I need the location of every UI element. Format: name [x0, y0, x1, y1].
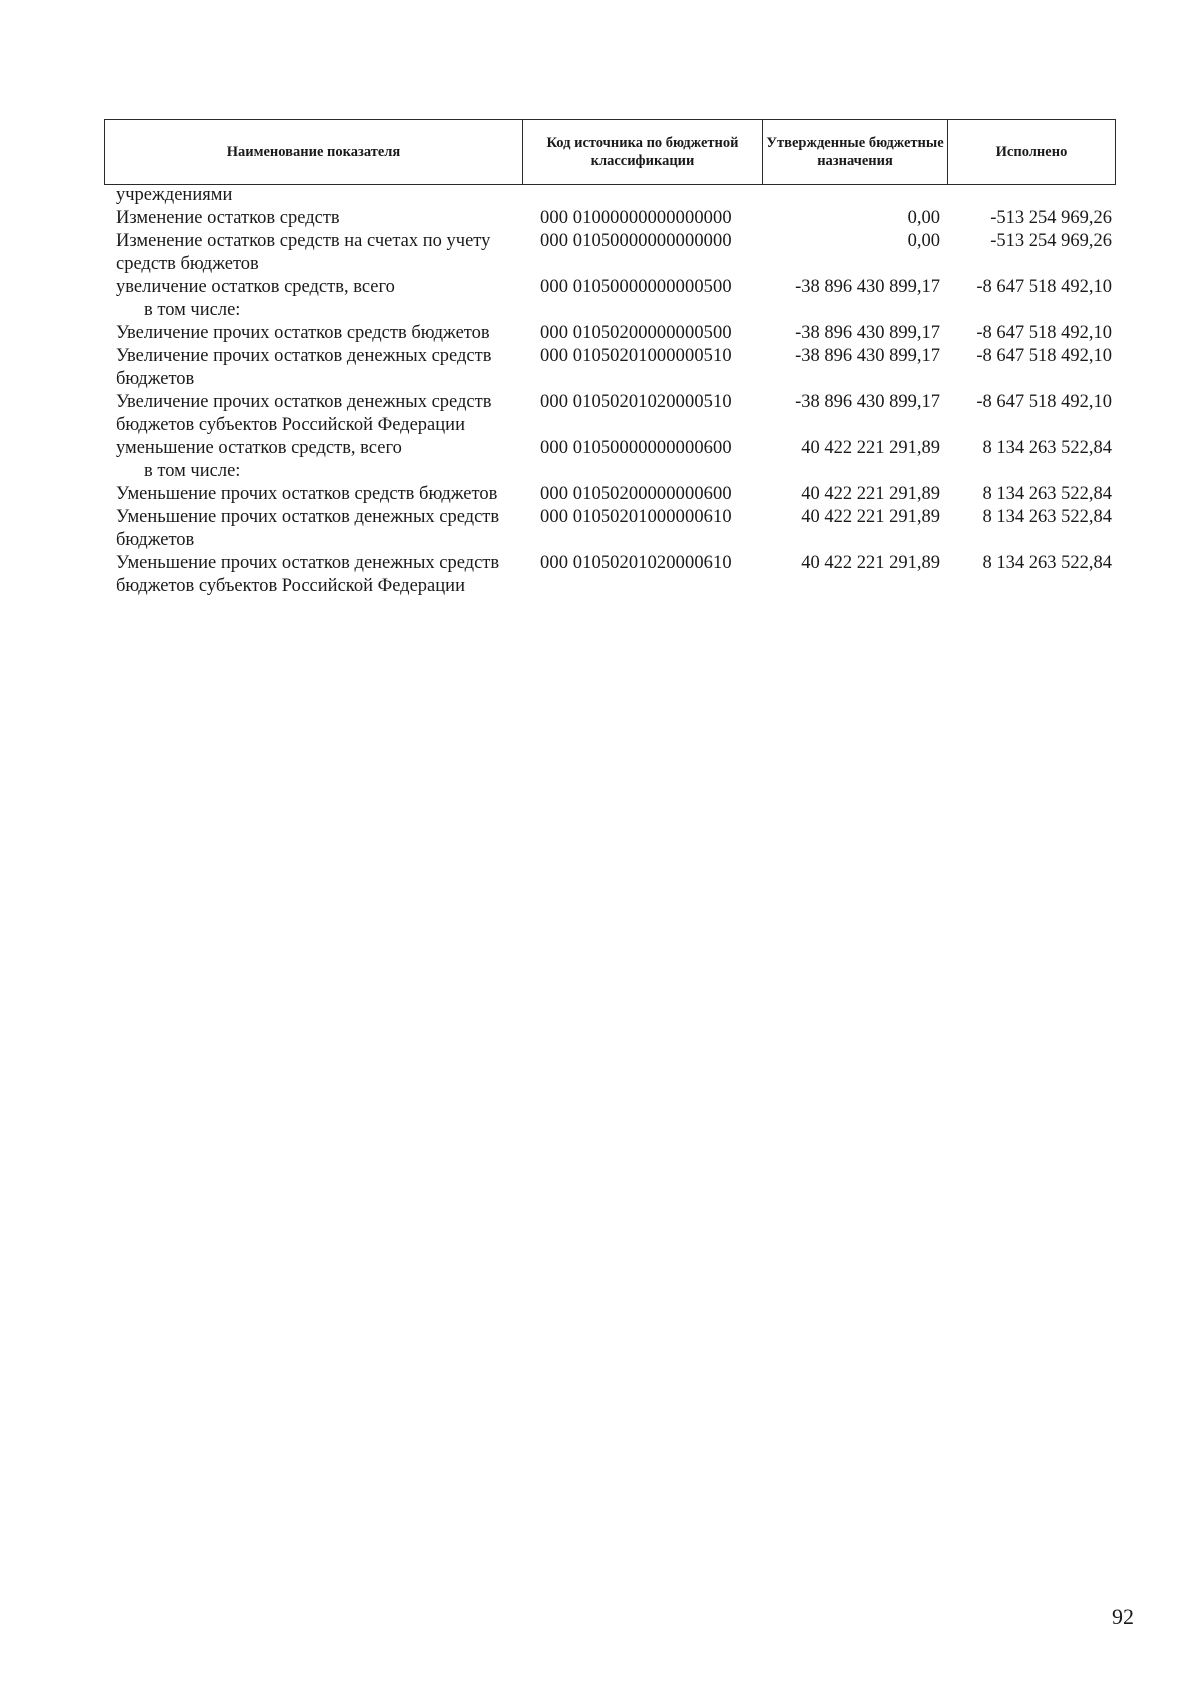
row-name: Уменьшение прочих остатков средств бюджетов — [116, 484, 498, 504]
table-row — [116, 552, 1116, 598]
row-name: Увеличение прочих остатков денежных средств бюджетов субъектов Российской Федерации — [116, 392, 492, 435]
table-row — [116, 437, 1116, 483]
row-code: 000 01050201020000610 — [540, 553, 732, 573]
header-name: Наименование показателя — [105, 120, 523, 184]
row-name-cell — [116, 276, 540, 322]
row-code: 000 01000000000000000 — [540, 208, 732, 228]
row-code: 000 01050201020000510 — [540, 392, 732, 412]
row-name-cell — [116, 506, 540, 552]
row-name-cell — [116, 552, 540, 598]
table-row — [116, 184, 1116, 207]
table-header — [104, 119, 1116, 185]
row-done: -513 254 969,26 — [990, 231, 1112, 251]
table-row — [116, 506, 1116, 552]
row-done: -8 647 518 492,10 — [976, 346, 1112, 366]
header-code: Код источника по бюджетной классификации — [523, 120, 763, 184]
row-name: учреждениями — [116, 185, 233, 205]
row-approved: 40 422 221 291,89 — [801, 553, 940, 573]
row-name: уменьшение остатков средств, всего — [116, 438, 402, 458]
row-approved: -38 896 430 899,17 — [795, 346, 940, 366]
row-name: Изменение остатков средств — [116, 208, 340, 228]
row-name-cell — [116, 207, 540, 230]
row-name-cell — [116, 391, 540, 437]
row-approved: 40 422 221 291,89 — [801, 438, 940, 458]
row-name-cell — [116, 230, 540, 276]
row-approved: -38 896 430 899,17 — [795, 392, 940, 412]
table-row — [116, 276, 1116, 322]
row-name-cell — [116, 345, 540, 391]
row-approved: -38 896 430 899,17 — [795, 277, 940, 297]
row-done: 8 134 263 522,84 — [982, 438, 1112, 458]
row-approved: -38 896 430 899,17 — [795, 323, 940, 343]
row-approved: 40 422 221 291,89 — [801, 484, 940, 504]
row-name: Изменение остатков средств на счетах по учету средств бюджетов — [116, 231, 491, 274]
row-code: 000 01050201000000510 — [540, 346, 732, 366]
row-subnote: в том числе: — [144, 300, 241, 320]
row-code: 000 01050000000000000 — [540, 231, 732, 251]
table-body — [116, 184, 1116, 598]
row-done: 8 134 263 522,84 — [982, 553, 1112, 573]
row-name-cell — [116, 322, 540, 345]
row-approved: 0,00 — [907, 231, 940, 251]
row-code: 000 01050000000000600 — [540, 438, 732, 458]
row-name: Увеличение прочих остатков средств бюджетов — [116, 323, 490, 343]
table-row — [116, 483, 1116, 506]
row-done: -8 647 518 492,10 — [976, 323, 1112, 343]
table-row — [116, 230, 1116, 276]
table-row — [116, 345, 1116, 391]
row-name: Уменьшение прочих остатков денежных средств бюджетов — [116, 507, 500, 550]
row-done: -513 254 969,26 — [990, 208, 1112, 228]
row-code: 000 01050201000000610 — [540, 507, 732, 527]
row-name: увеличение остатков средств, всего — [116, 277, 395, 297]
row-approved: 0,00 — [907, 208, 940, 228]
row-code: 000 01050200000000600 — [540, 484, 732, 504]
row-name: Уменьшение прочих остатков денежных средств бюджетов субъектов Российской Федерации — [116, 553, 500, 596]
row-code: 000 01050000000000500 — [540, 277, 732, 297]
row-done: -8 647 518 492,10 — [976, 392, 1112, 412]
row-name-cell — [116, 483, 540, 506]
row-name-cell — [116, 437, 540, 483]
row-name: Увеличение прочих остатков денежных средств бюджетов — [116, 346, 492, 389]
row-done: -8 647 518 492,10 — [976, 277, 1112, 297]
row-code: 000 01050200000000500 — [540, 323, 732, 343]
page-number: 92 — [1112, 1604, 1134, 1629]
row-subnote: в том числе: — [144, 461, 241, 481]
row-done: 8 134 263 522,84 — [982, 484, 1112, 504]
row-done: 8 134 263 522,84 — [982, 507, 1112, 527]
row-approved: 40 422 221 291,89 — [801, 507, 940, 527]
header-done: Исполнено — [995, 144, 1068, 160]
header-approved: Утвержденные бюджетные назначения — [763, 120, 948, 184]
table-row — [116, 391, 1116, 437]
table-row — [116, 322, 1116, 345]
row-name-cell — [116, 184, 540, 207]
table-row — [116, 207, 1116, 230]
